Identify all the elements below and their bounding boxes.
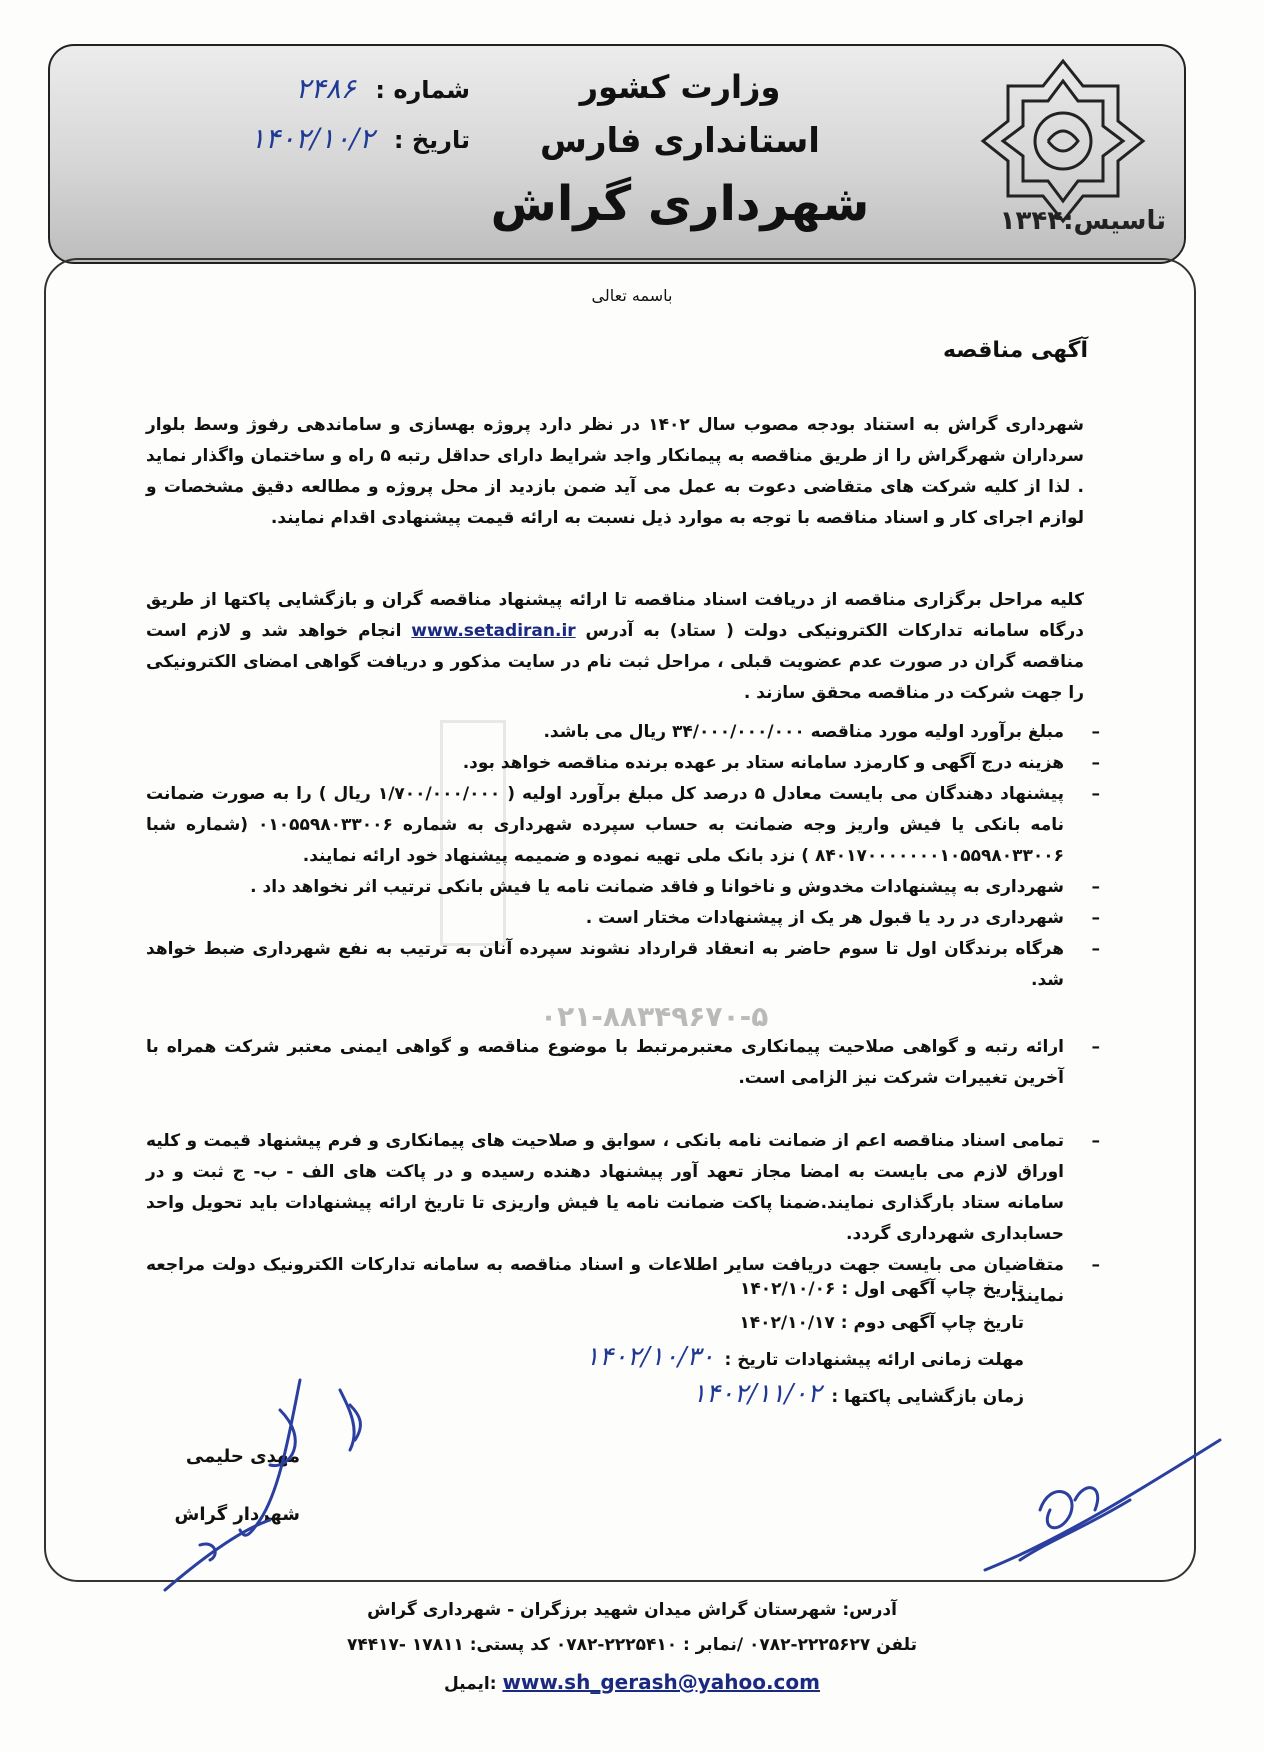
footer-email xyxy=(0,1670,1264,1694)
list-item: – ارائه رتبه و گواهی صلاحیت پیمانکاری معتبرمرتبط با موضوع مناقصه و گواهی ایمنی معتبر شرکت همراه با آخرین تغییرات شرکت نیز الزامی است. xyxy=(146,1037,1100,1088)
dates-block xyxy=(585,1272,1024,1414)
second-signature-icon xyxy=(980,1420,1230,1580)
date-label: تاریخ : xyxy=(393,126,470,154)
procedure-text-a: کلیه مراحل برگزاری مناقصه از دریافت اسناد مناقصه تا ارائه پیشنهاد مناقصه گران و بازگشایی پاکتها از طریق درگاه سامانه تدارکات الکترونیکی دولت ( ستاد) به آدرس xyxy=(146,590,1085,641)
municipality-emblem-icon xyxy=(978,56,1148,226)
bismillah: باسمه تعالی xyxy=(591,286,673,305)
number-value: ۲۴۸۶ xyxy=(295,72,356,105)
second-print-date: تاریخ چاپ آگهی دوم : ۱۴۰۲/۱۰/۱۷ xyxy=(739,1313,1024,1333)
procedure-text-b: انجام خواهد شد و لازم است مناقصه گران در صورت عدم عضویت قبلی ، مراحل ثبت نام در سایت مذکور و دریافت گواهی امضای الکترونیکی را جهت شرکت در مناقصه محقق سازند . xyxy=(146,621,1084,703)
first-print-date: تاریخ چاپ آگهی اول : ۱۴۰۲/۱۰/۰۶ xyxy=(739,1279,1024,1299)
list-item: – شهرداری به پیشنهادات مخدوش و ناخوانا و فاقد ضمانت نامه یا فیش بانکی ترتیب اثر نخواهد داد . xyxy=(250,877,1100,897)
list-item: – شهرداری در رد یا قبول هر یک از پیشنهادات مختار است . xyxy=(585,908,1100,928)
footer-contact: تلفن ۲۲۲۵۶۲۷-۰۷۸۲ /نمابر : ۲۲۲۵۴۱۰-۰۷۸۲ کد پستی: ۱۷۸۱۱ -۷۴۴۱۷ xyxy=(347,1635,917,1655)
letter-date xyxy=(200,122,470,155)
date-value: ۱۴۰۲/۱۰/۲ xyxy=(250,122,375,155)
footer-address: آدرس: شهرستان گراش میدان شهید برزگران - شهرداری گراش xyxy=(367,1600,897,1620)
notice-title: آگهی مناقصه xyxy=(942,338,1088,363)
paragraph-procedure xyxy=(146,585,1084,709)
list-item: – هزینه درج آگهی و کارمزد سامانه ستاد بر عهده برنده مناقصه خواهد بود. xyxy=(462,753,1100,773)
letter-number xyxy=(200,72,470,105)
list-item: – پیشنهاد دهندگان می بایست معادل ۵ درصد کل مبلغ برآورد اولیه ( ۱/۷۰۰/۰۰۰/۰۰۰ ریال ) را به صورت ضمانت نامه بانکی یا فیش واریز وجه ضمانت به حساب سپرده شهرداری به شماره ۰۱۰۵۵۹۸۰۳۳۰۰۶ (شماره شبا ۸۴۰۱۷۰۰۰۰۰۰۰۱۰۵۵۹۸۰۳۳۰۰۶ ) نزد بانک ملی تهیه نموده و ضمیمه پیشنهاد خود ارائه نمایند. xyxy=(146,784,1100,866)
watermark-phone: ۰۲۱-۸۸۳۴۹۶۷۰-۵ xyxy=(540,1000,769,1033)
established-year: تاسیس:۱۳۴۴ xyxy=(999,206,1166,236)
email-link[interactable]: www.sh_gerash@yahoo.com xyxy=(502,1670,820,1694)
mayor-signature-icon xyxy=(160,1370,400,1600)
setad-link[interactable]: www.setadiran.ir xyxy=(411,621,576,641)
deadline-date: مهلت زمانی ارائه پیشنهادات تاریخ :۱۴۰۲/۱۰/۳۰ xyxy=(585,1342,1024,1372)
number-label: شماره : xyxy=(375,76,470,104)
qualification-list xyxy=(146,1032,1100,1094)
list-item: – مبلغ برآورد اولیه مورد مناقصه ۳۴/۰۰۰/۰۰۰/۰۰۰ ریال می باشد. xyxy=(543,722,1100,742)
list-item: – تمامی اسناد مناقصه اعم از ضمانت نامه بانکی ، سوابق و صلاحیت های پیمانکاری و فرم پیشنهاد قیمت و کلیه اوراق لازم می بایست به امضا مجاز تعهد آور پیشنهاد دهنده رسیده و در پاکت های الف - ب- ج ثبت و در سامانه ستاد بارگذاری نمایند.ضمنا پاکت ضمانت نامه یا فیش واریزی تا تاریخ ارائه پیشنهادات باید تحویل واحد حسابداری شهرداری گردد. xyxy=(146,1131,1100,1244)
email-label: :ایمیل xyxy=(443,1674,497,1694)
list-item: – متقاضیان می بایست جهت دریافت سایر اطلاعات و اسناد مناقصه به سامانه تدارکات الکترونیک دولت مراجعه نمایند. xyxy=(146,1255,1100,1306)
paragraph-intro: شهرداری گراش به استناد بودجه مصوب سال ۱۴۰۲ در نظر دارد پروژه بهسازی و ساماندهی رفوژ وسط بلوار سرداران شهرگراش را از طریق مناقصه به پیمانکار واجد شرایط دارای حداقل رتبه ۵ راه و ساختمان واگذار نماید . لذا از کلیه شرکت های متقاضی دعوت به عمل می آید ضمن بازدید از محل پروژه و مطالعه دقیق مشخصات و لوازم اجرای کار و اسناد مناقصه با توجه به موارد ذیل نسبت به ارائه قیمت پیشنهادی اقدام نمایند. xyxy=(146,415,1084,528)
letterhead xyxy=(48,44,1186,264)
ministry-title: وزارت کشور xyxy=(579,68,781,106)
signer-name: مهدی حلیمی xyxy=(185,1446,300,1467)
conditions-list xyxy=(146,717,1100,996)
list-item: – هرگاه برندگان اول تا سوم حاضر به انعقاد قرارداد نشوند سپرده آنان به ترتیب به نفع شهرداری ضبط خواهد شد. xyxy=(146,939,1100,990)
municipality-title: شهرداری گراش xyxy=(490,176,870,232)
signer-title: شهردار گراش xyxy=(174,1504,300,1525)
opening-date: زمان بازگشایی پاکتها :۱۴۰۲/۱۱/۰۲ xyxy=(692,1379,1024,1409)
governorate-title: استانداری فارس xyxy=(540,121,820,161)
